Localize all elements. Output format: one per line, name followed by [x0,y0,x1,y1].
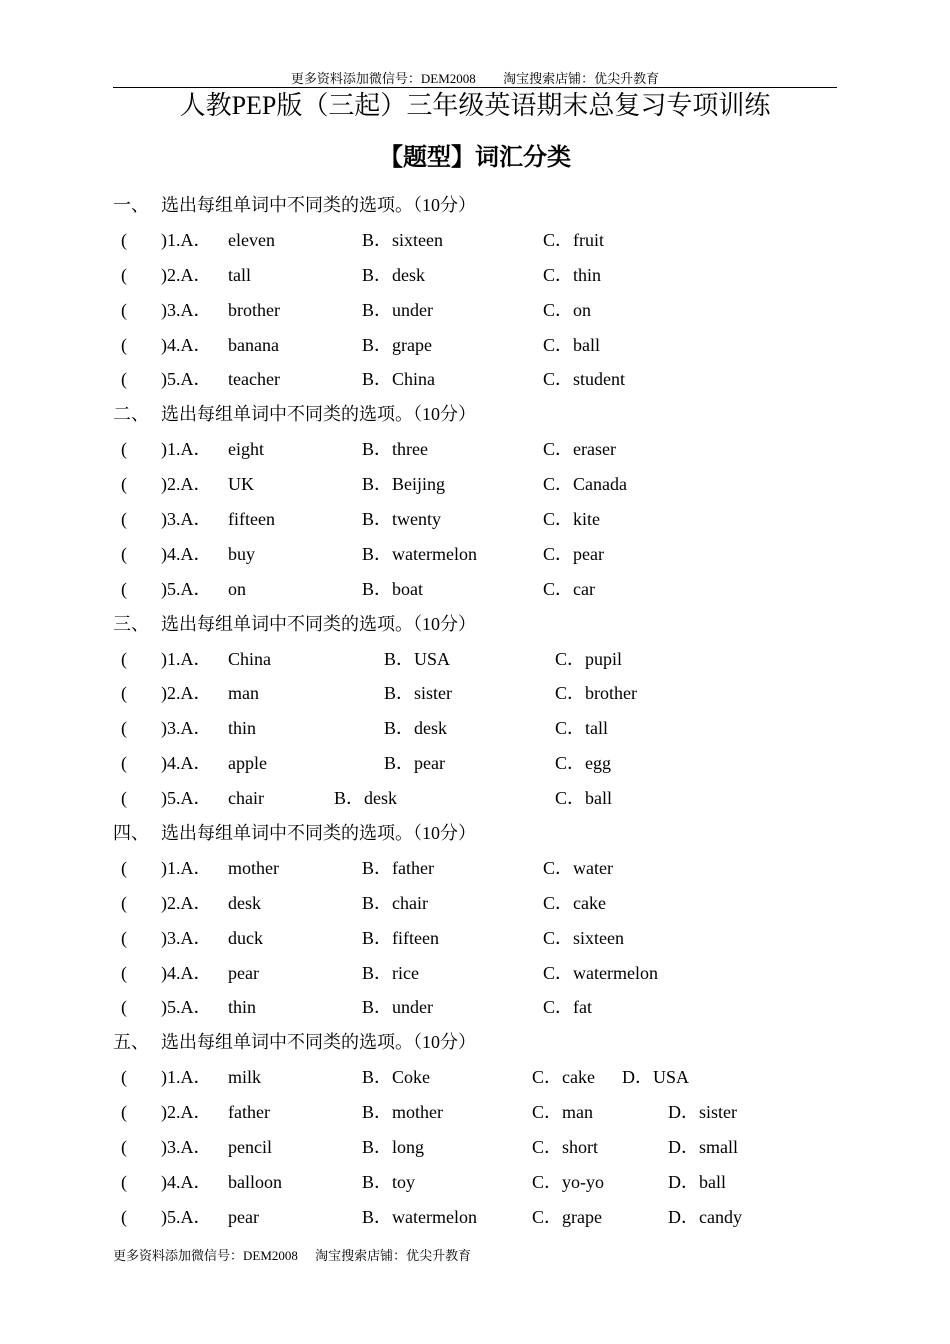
option-d: D．candy [668,1206,742,1227]
question-number: )4.A． [161,543,212,564]
option-b: B．mother [362,1102,443,1123]
option-b: B．desk [362,264,425,285]
option-d: D．USA [622,1067,690,1088]
answer-blank[interactable]: ( [121,543,127,564]
option-b: B．watermelon [362,1206,477,1227]
question-row [113,711,837,746]
question-row [113,293,837,328]
option-c: C．fat [543,997,592,1018]
option-d: D．sister [668,1102,737,1123]
question-number: )4.A． [161,334,212,355]
option-b: B．twenty [362,509,441,530]
question-row [113,886,837,921]
option-c: C．on [543,299,592,320]
question-row [113,502,837,537]
option-a: UK [228,474,254,495]
question-number: )2.A． [161,892,212,913]
question-row [113,572,837,607]
question-row [113,781,837,816]
option-c: C．sixteen [543,927,624,948]
section-number: 一、 [113,195,149,215]
option-b: B．Coke [362,1067,431,1088]
answer-blank[interactable]: ( [121,369,127,390]
option-a: banana [228,334,279,355]
question-number: )3.A． [161,509,212,530]
answer-blank[interactable]: ( [121,648,127,669]
option-b: B．fifteen [362,927,439,948]
question-row [113,1165,837,1200]
answer-blank[interactable]: ( [121,1137,127,1158]
question-number: )5.A． [161,578,212,599]
option-b: B．pear [384,753,445,774]
question-row [113,432,837,467]
section-number: 三、 [113,613,149,634]
option-a: teacher [228,369,280,390]
question-row [113,851,837,886]
option-a: apple [228,753,267,774]
option-b: B．Beijing [362,474,446,495]
footer-wechat-text: 更多资料添加微信号：DEM2008 [113,1248,298,1263]
question-number: )4.A． [161,753,212,774]
question-row [113,223,837,258]
option-c: C．cake [543,892,606,913]
answer-blank[interactable]: ( [121,927,127,948]
question-number: )1.A． [161,648,212,669]
option-c: C．pear [543,543,604,564]
answer-blank[interactable]: ( [121,474,127,495]
question-row [113,676,837,711]
question-row [113,467,837,502]
option-a: pear [228,962,259,983]
option-a: fifteen [228,509,275,530]
option-b: B．desk [384,718,447,739]
question-row [113,1130,837,1165]
question-number: )1.A． [161,439,212,460]
question-number: )2.A． [161,474,212,495]
option-a: thin [228,718,257,739]
option-a: balloon [228,1171,282,1192]
section-instruction: 选出每组单词中不同类的选项。（10分） [161,1032,476,1053]
question-number: )4.A． [161,1171,212,1192]
option-b: B．long [362,1137,425,1158]
question-row [113,1200,837,1235]
question-number: )3.A． [161,1137,212,1158]
option-c: C．Canada [543,474,627,495]
answer-blank[interactable]: ( [121,1206,127,1227]
worksheet-content [113,188,837,1235]
option-c: C．eraser [543,439,616,460]
option-c: C．ball [555,788,612,809]
question-number: )1.A． [161,1067,212,1088]
question-number: )3.A． [161,299,212,320]
answer-blank[interactable]: ( [121,1171,127,1192]
answer-blank[interactable]: ( [121,264,127,285]
option-a: milk [228,1067,262,1088]
question-number: )3.A． [161,927,212,948]
option-a: desk [228,892,261,913]
answer-blank[interactable]: ( [121,299,127,320]
section-instruction: 选出每组单词中不同类的选项。（10分） [161,823,476,844]
option-c: C．water [543,857,613,878]
option-c: C．fruit [543,229,604,250]
option-b: B．sixteen [362,229,443,250]
section-heading [113,607,837,642]
option-a: buy [228,543,255,564]
answer-blank[interactable]: ( [121,857,127,878]
option-c: C．man [532,1102,593,1123]
section-instruction: 选出每组单词中不同类的选项。（10分） [161,613,476,634]
option-b: B．under [362,997,433,1018]
answer-blank[interactable]: ( [121,578,127,599]
option-c: C．grape [532,1206,602,1227]
answer-blank[interactable]: ( [121,334,127,355]
option-a: pear [228,1206,259,1227]
option-b: B．USA [384,648,451,669]
question-row [113,362,837,397]
option-c: C．kite [543,509,600,530]
page-footer [113,1245,485,1264]
page-header [0,68,950,87]
option-a: pencil [228,1137,272,1158]
question-row [113,1095,837,1130]
option-c: C．watermelon [543,962,658,983]
answer-blank[interactable]: ( [121,788,127,809]
answer-blank[interactable]: ( [121,439,127,460]
footer-shop-text: 淘宝搜索店铺：优尖升教育 [315,1248,472,1263]
answer-blank[interactable]: ( [121,892,127,913]
option-b: B．toy [362,1171,416,1192]
question-number: )4.A． [161,962,212,983]
option-c: C．short [532,1137,599,1158]
question-number: )5.A． [161,997,212,1018]
answer-blank[interactable]: ( [121,1067,127,1088]
option-a: father [228,1102,270,1123]
option-c: C．pupil [555,648,623,669]
answer-blank[interactable]: ( [121,509,127,530]
option-c: C．cake [532,1067,595,1088]
option-b: B．under [362,299,433,320]
answer-blank[interactable]: ( [121,962,127,983]
option-a: man [228,683,259,704]
option-a: thin [228,997,257,1018]
question-number: )2.A． [161,1102,212,1123]
option-b: B．sister [384,683,453,704]
answer-blank[interactable]: ( [121,997,127,1018]
section-number: 四、 [113,823,149,844]
page-subtitle: 【题型】词汇分类 [379,145,571,171]
question-row [113,642,837,677]
option-c: C．brother [555,683,637,704]
section-heading [113,816,837,851]
page-title: 人教PEP版（三起）三年级英语期末总复习专项训练 [179,91,771,120]
option-a: eight [228,439,264,460]
option-a: on [228,578,246,599]
question-row [113,258,837,293]
section-number: 二、 [113,404,149,425]
option-a: China [228,648,271,669]
option-c: C．student [543,369,626,390]
option-c: C．ball [543,334,600,355]
option-a: eleven [228,229,275,250]
option-b: B．three [362,439,428,460]
answer-blank[interactable]: ( [121,753,127,774]
option-b: B．chair [362,892,428,913]
option-b: B．boat [362,578,423,599]
section-heading [113,397,837,432]
question-row [113,746,837,781]
question-number: )5.A． [161,369,212,390]
header-wechat-text: 更多资料添加微信号：DEM2008 [290,71,476,86]
option-a: mother [228,857,279,878]
question-row [113,328,837,363]
option-a: tall [228,264,251,285]
section-heading [113,188,837,223]
question-row [113,990,837,1025]
question-number: )1.A． [161,857,212,878]
header-shop-text: 淘宝搜索店铺：优尖升教育 [503,71,660,86]
option-b: B．China [362,369,436,390]
option-a: duck [228,927,263,948]
question-number: )2.A． [161,264,212,285]
section-heading [113,1025,837,1060]
question-row [113,956,837,991]
section-number: 五、 [113,1032,149,1053]
option-c: C．tall [555,718,608,739]
option-b: B．rice [362,962,419,983]
option-b: B．watermelon [362,543,477,564]
option-c: C．car [543,578,595,599]
option-b: B．grape [362,334,432,355]
question-number: )5.A． [161,1206,212,1227]
question-row [113,1060,837,1095]
question-number: )5.A． [161,788,212,809]
option-c: C．thin [543,264,602,285]
answer-blank[interactable]: ( [121,718,127,739]
answer-blank[interactable]: ( [121,683,127,704]
question-row [113,537,837,572]
option-c: C．yo-yo [532,1171,604,1192]
answer-blank[interactable]: ( [121,229,127,250]
option-b: B．desk [334,788,397,809]
question-number: )2.A． [161,683,212,704]
option-d: D．small [668,1137,738,1158]
section-instruction: 选出每组单词中不同类的选项。（10分） [161,404,476,425]
question-row [113,921,837,956]
question-number: )1.A． [161,229,212,250]
question-number: )3.A． [161,718,212,739]
answer-blank[interactable]: ( [121,1102,127,1123]
option-a: brother [228,299,280,320]
option-c: C．egg [555,753,611,774]
option-d: D．ball [668,1171,726,1192]
option-b: B．father [362,857,434,878]
option-a: chair [228,788,264,809]
section-instruction: 选出每组单词中不同类的选项。（10分） [161,195,476,215]
